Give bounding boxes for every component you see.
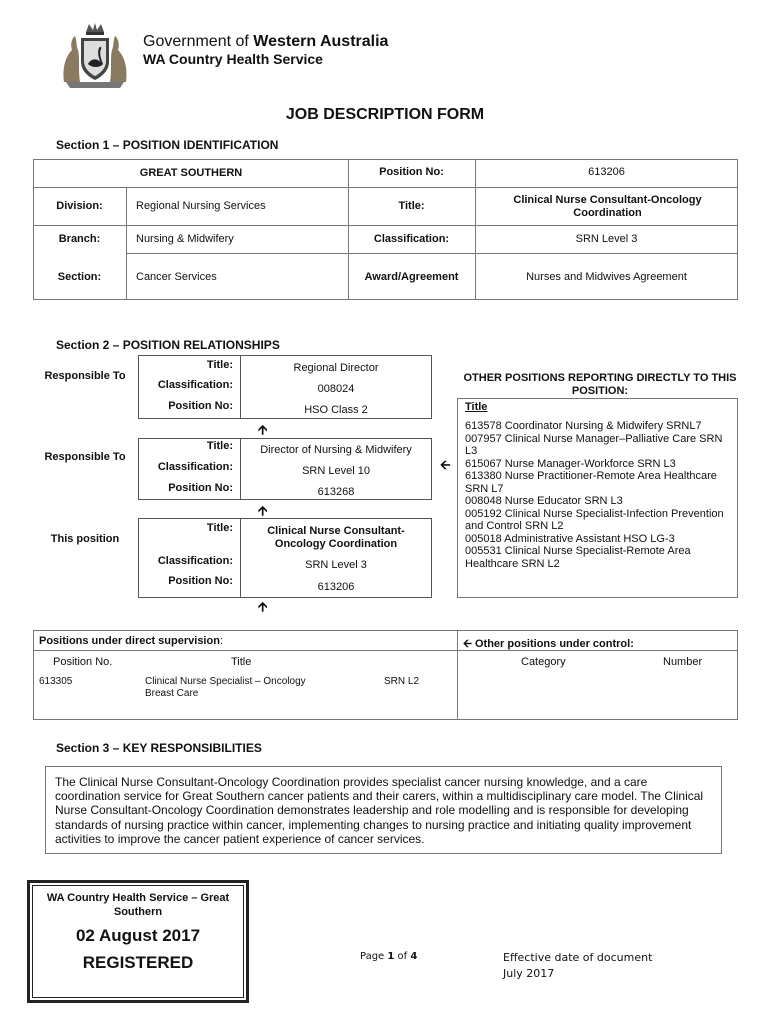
up-arrow-icon: 🡩	[258, 503, 268, 518]
col-title: Title	[231, 656, 252, 668]
government-prefix: Government of	[143, 33, 254, 50]
box3-title-value: Clinical Nurse Consultant-Oncology Coordination	[267, 525, 405, 550]
branch-value: Nursing & Midwifery	[136, 233, 234, 245]
box1-classification-value: 008024	[317, 382, 355, 395]
title-value: Clinical Nurse Consultant-Oncology Coordination	[513, 193, 702, 219]
this-position-label: This position	[50, 532, 120, 545]
box3-position-no-value: 613206	[317, 580, 355, 593]
list-item: 005018 Administrative Assistant HSO LG-3	[465, 532, 675, 545]
list-item: 613380 Nurse Practitioner-Remote Area Healthcare SRN L7	[465, 470, 717, 495]
document-title: JOB DESCRIPTION FORM	[285, 106, 485, 123]
list-item: 007957 Clinical Nurse Manager–Palliative Care SRN L3	[465, 432, 723, 457]
other-positions-title-label: Title	[465, 401, 488, 413]
box1-position-no-label: Position No:	[168, 399, 233, 412]
section3-heading: Section 3 – KEY RESPONSIBILITIES	[56, 741, 262, 755]
col-number: Number	[663, 656, 703, 668]
box2-title-value: Director of Nursing & Midwifery	[260, 443, 412, 456]
page-number: 1	[387, 951, 395, 962]
box2-title-label: Title:	[206, 439, 233, 452]
branch-label: Branch:	[58, 233, 101, 245]
box1-position-no-value: HSO Class 2	[304, 403, 368, 416]
direct-supervision-colon: :	[219, 635, 223, 647]
col-category: Category	[521, 656, 566, 668]
box3-title-label: Title:	[206, 521, 233, 534]
up-arrow-icon: 🡩	[258, 599, 268, 614]
supervised-classification: SRN L2	[384, 676, 420, 687]
box1-title-label: Title:	[206, 358, 233, 371]
list-item: 005531 Clinical Nurse Specialist-Remote Area Healthcare SRN L2	[465, 545, 691, 570]
stamp-organisation: WA Country Health Service – Great Southern	[46, 892, 230, 918]
supervised-title: Clinical Nurse Specialist – Oncology Breast Care	[145, 676, 306, 699]
government-name	[143, 33, 388, 51]
box2-position-no-value: 613268	[317, 485, 355, 498]
position-no-label: Position No:	[379, 165, 444, 178]
box2-position-no-label: Position No:	[168, 481, 233, 494]
stamp-date: 02 August 2017	[75, 926, 201, 945]
list-item: 613578 Coordinator Nursing & Midwifery SRNL7	[465, 420, 702, 432]
list-item: 615067 Nurse Manager-Workforce SRN L3	[465, 457, 676, 470]
award-label: Award/Agreement	[364, 270, 459, 283]
section1-heading: Section 1 – POSITION IDENTIFICATION	[56, 138, 279, 152]
box2-classification-value: SRN Level 10	[302, 464, 370, 477]
page-total: 4	[410, 951, 418, 962]
key-responsibilities-text: The Clinical Nurse Consultant-Oncology Coordination provides specialist cancer nursing knowledge, and a care coordination service for Great Southern cancer patients and their carers, within a multidisciplinary care model. The Clinical Nurse Consultant-Oncology Coordination demonstrates leadership and role modelling and is responsible for developing standards of nursing practice within cancer, implementing changes to nursing practice and initiating quality improvement activities to improve the cancer patient experience of cancer services.	[55, 775, 704, 846]
effective-date-label: Effective date of document	[503, 951, 653, 964]
division-label: Division:	[56, 200, 103, 212]
other-positions-heading: OTHER POSITIONS REPORTING DIRECTLY TO THIS POSITION:	[463, 372, 737, 397]
box1-title-value: Regional Director	[293, 361, 379, 374]
other-under-control-heading: 🡨 Other positions under control:	[463, 638, 634, 650]
direct-supervision-heading	[39, 635, 223, 647]
section2-heading: Section 2 – POSITION RELATIONSHIPS	[56, 338, 280, 352]
wa-crest-logo	[58, 22, 132, 92]
list-item: 005192 Clinical Nurse Specialist-Infection Prevention and Control SRN L2	[465, 507, 724, 532]
box2-classification-label: Classification:	[157, 460, 233, 473]
up-arrow-icon: 🡩	[258, 422, 268, 437]
position-no-value: 613206	[588, 165, 625, 178]
award-value: Nurses and Midwives Agreement	[526, 270, 687, 283]
government-state: Western Australia	[253, 33, 389, 50]
section-value: Cancer Services	[136, 270, 217, 283]
box3-classification-value: SRN Level 3	[305, 558, 367, 571]
title-label: Title:	[398, 200, 425, 212]
region-name: GREAT SOUTHERN	[139, 167, 243, 179]
other-positions-list	[465, 420, 725, 570]
col-position-no: Position No.	[53, 656, 113, 668]
stamp-status: REGISTERED	[82, 953, 194, 972]
supervised-position-no: 613305	[39, 676, 73, 687]
responsible-to-label-2: Responsible To	[44, 450, 126, 463]
effective-date-value: July 2017	[503, 967, 555, 980]
health-service-name: WA Country Health Service	[143, 51, 323, 67]
box3-position-no-label: Position No:	[168, 574, 233, 587]
page-indicator: Page 1 of 4	[360, 951, 418, 962]
box3-classification-label: Classification:	[157, 554, 233, 567]
list-item: 008048 Nurse Educator SRN L3	[465, 495, 623, 507]
division-value: Regional Nursing Services	[136, 200, 266, 212]
direct-supervision-label: Positions under direct supervision	[39, 635, 220, 647]
responsible-to-label-1: Responsible To	[44, 369, 126, 382]
left-arrow-icon: 🡨	[440, 457, 451, 472]
classification-value: SRN Level 3	[575, 233, 638, 245]
box1-classification-label: Classification:	[157, 378, 233, 391]
section-label: Section:	[57, 270, 102, 283]
classification-label: Classification:	[373, 233, 450, 245]
